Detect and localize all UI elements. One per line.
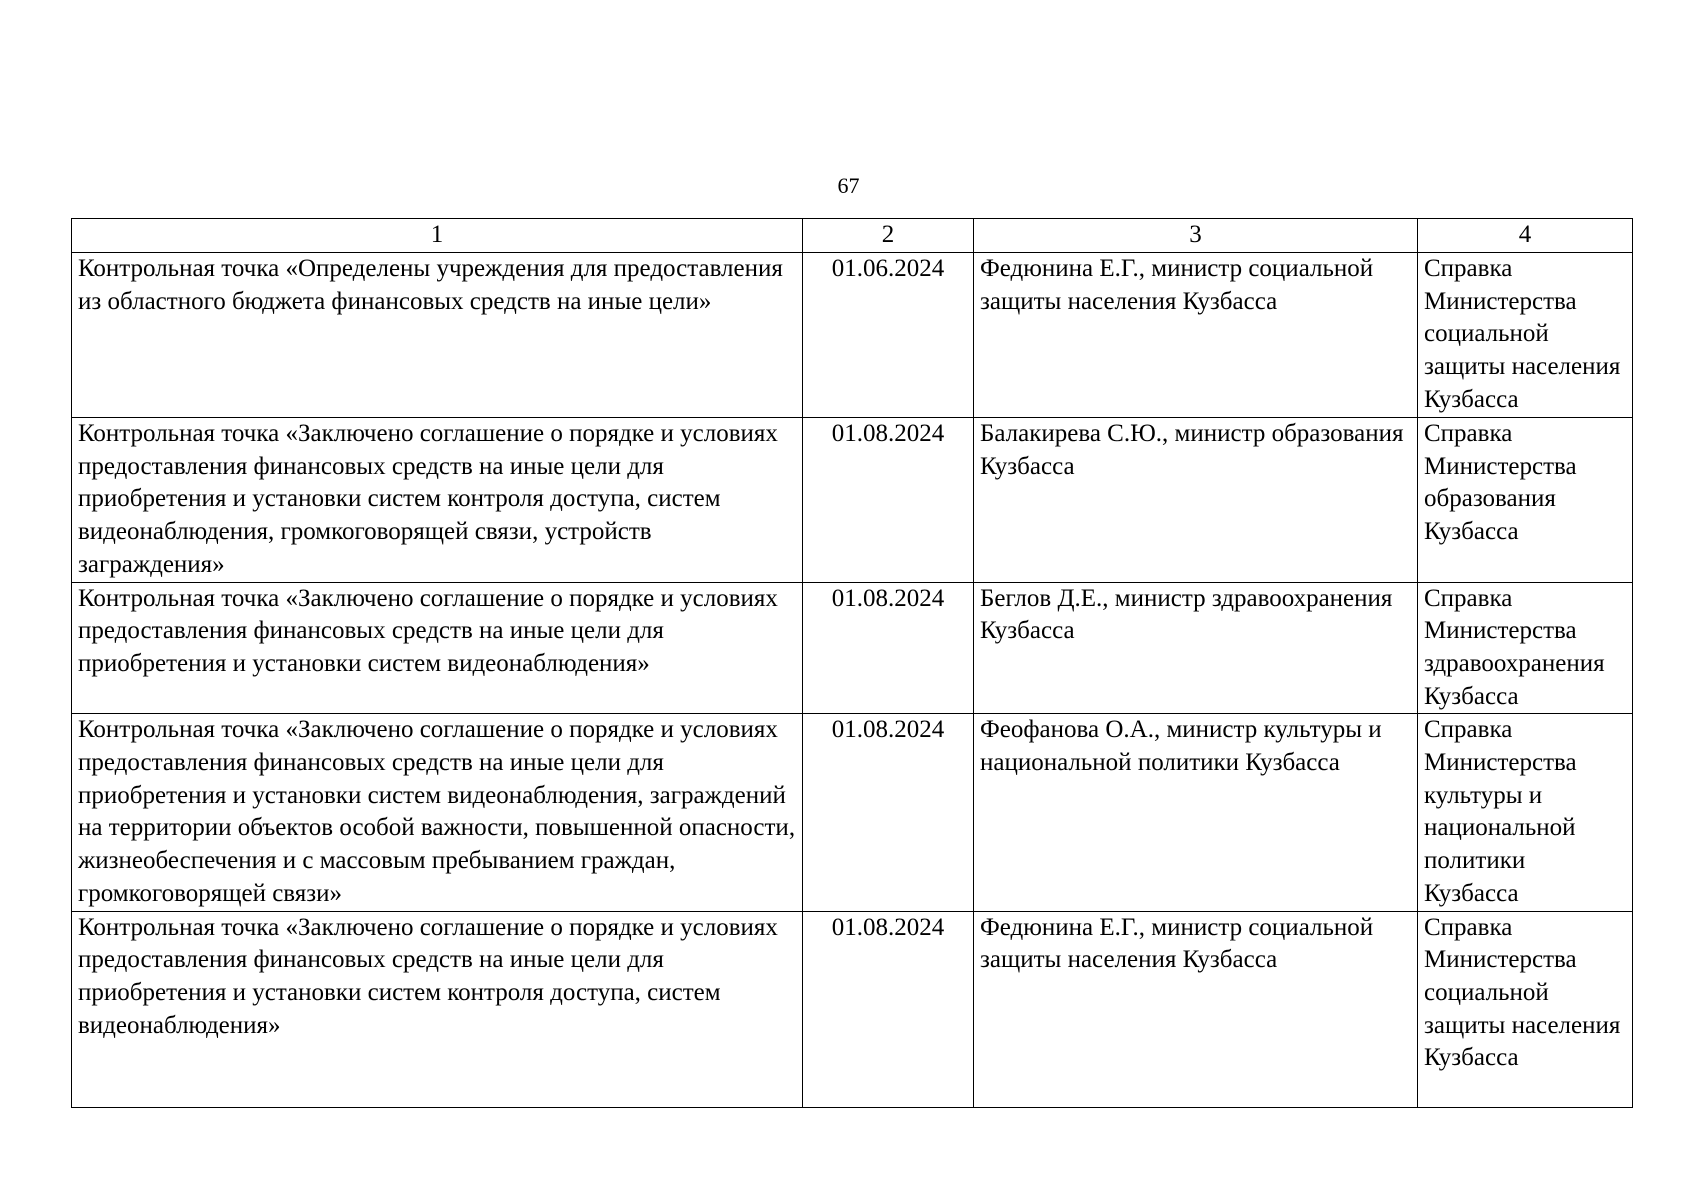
document-cell: Справка Министерства культуры и национальной политики Кузбасса xyxy=(1418,714,1633,911)
document-cell: Справка Министерства социальной защиты населения Кузбасса xyxy=(1418,253,1633,418)
table-row xyxy=(72,253,1633,418)
date-cell: 01.08.2024 xyxy=(803,418,974,583)
table-row xyxy=(72,714,1633,911)
document-cell: Справка Министерства здравоохранения Кузбасса xyxy=(1418,582,1633,714)
event-cell: Контрольная точка «Заключено соглашение о порядке и условиях предоставления финансовых средств на иные цели для приобретения и установки систем видеонаблюдения, заграждений на территории объектов особой важности, повышенной опасности, жизнеобеспечения и с массовым пребыванием граждан, громкоговорящей связи» xyxy=(72,714,803,911)
table-header-row xyxy=(72,219,1633,253)
date-cell: 01.08.2024 xyxy=(803,911,974,1107)
document-cell: Справка Министерства социальной защиты населения Кузбасса xyxy=(1418,911,1633,1107)
event-cell: Контрольная точка «Заключено соглашение о порядке и условиях предоставления финансовых средств на иные цели для приобретения и установки систем контроля доступа, систем видеонаблюдения» xyxy=(72,911,803,1107)
header-col-3: 3 xyxy=(974,219,1418,253)
header-col-4: 4 xyxy=(1418,219,1633,253)
date-cell: 01.08.2024 xyxy=(803,714,974,911)
responsible-cell: Балакирева С.Ю., министр образования Кузбасса xyxy=(974,418,1418,583)
date-cell: 01.08.2024 xyxy=(803,582,974,714)
table-row xyxy=(72,418,1633,583)
table-row xyxy=(72,911,1633,1107)
table-row xyxy=(72,582,1633,714)
event-cell: Контрольная точка «Заключено соглашение о порядке и условиях предоставления финансовых средств на иные цели для приобретения и установки систем контроля доступа, систем видеонаблюдения, громкоговорящей связи, устройств заграждения» xyxy=(72,418,803,583)
responsible-cell: Беглов Д.Е., министр здравоохранения Кузбасса xyxy=(974,582,1418,714)
document-cell: Справка Министерства образования Кузбасса xyxy=(1418,418,1633,583)
header-col-1: 1 xyxy=(72,219,803,253)
header-col-2: 2 xyxy=(803,219,974,253)
responsible-cell: Федюнина Е.Г., министр социальной защиты населения Кузбасса xyxy=(974,911,1418,1107)
control-points-table xyxy=(71,218,1633,1108)
page-number: 67 xyxy=(837,173,860,198)
responsible-cell: Федюнина Е.Г., министр социальной защиты населения Кузбасса xyxy=(974,253,1418,418)
event-cell: Контрольная точка «Определены учреждения для предоставления из областного бюджета финансовых средств на иные цели» xyxy=(72,253,803,418)
date-cell: 01.06.2024 xyxy=(803,253,974,418)
responsible-cell: Феофанова О.А., министр культуры и национальной политики Кузбасса xyxy=(974,714,1418,911)
event-cell: Контрольная точка «Заключено соглашение о порядке и условиях предоставления финансовых средств на иные цели для приобретения и установки систем видеонаблюдения» xyxy=(72,582,803,714)
